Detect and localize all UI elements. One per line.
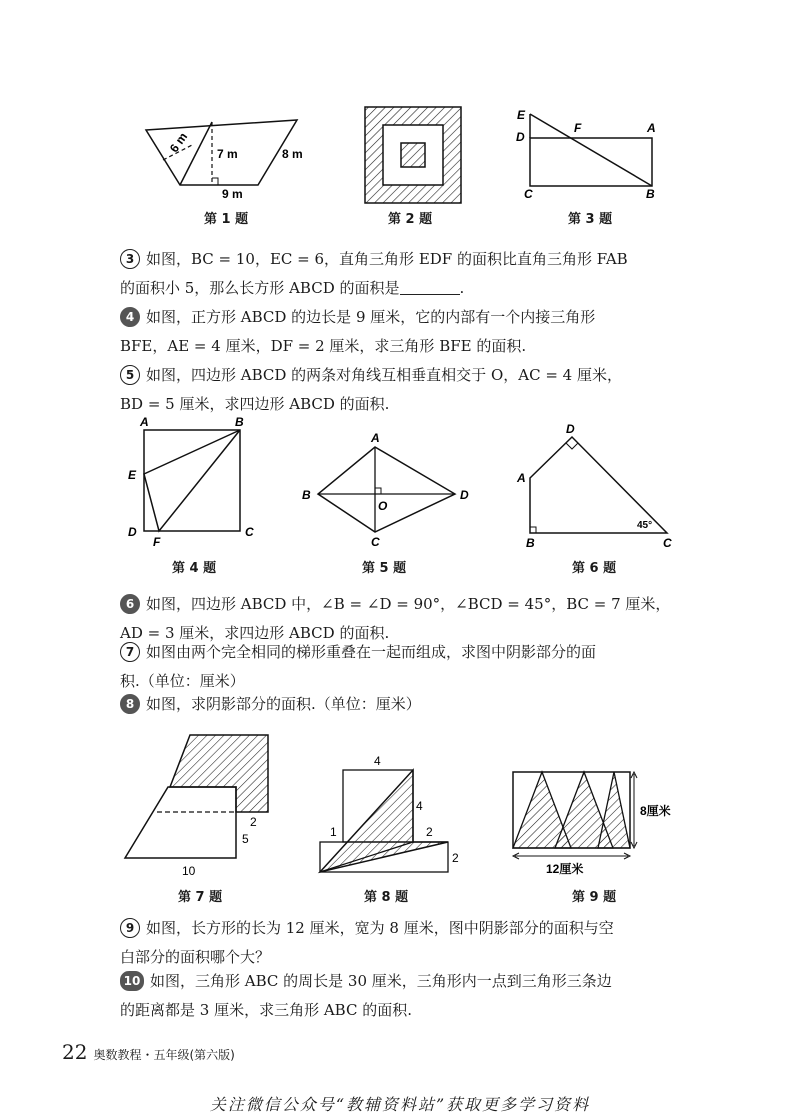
- caption-fig5: 第 5 题: [362, 561, 407, 576]
- problem-7: 7 如图由两个完全相同的梯形重叠在一起而组成，求图中阴影部分的面 积.（单位：厘米）: [120, 643, 597, 690]
- problem-4: 4 如图，正方形 ABCD 的边长是 9 厘米，它的内部有一个内接三角形 BFE，AE = 4 厘米，DF = 2 厘米，求三角形 BFE 的面积.: [120, 308, 596, 355]
- figure-8: [320, 754, 459, 872]
- problem-number: 4: [120, 307, 140, 327]
- svg-text:C: C: [371, 535, 380, 549]
- svg-text:12厘米: 12厘米: [546, 862, 584, 876]
- page-number: 22: [62, 1040, 88, 1064]
- svg-text:D: D: [566, 422, 575, 436]
- svg-text:10: 10: [182, 864, 196, 878]
- svg-text:A: A: [140, 415, 149, 429]
- svg-text:D: D: [128, 525, 137, 539]
- problem-10: 10 如图，三角形 ABC 的周长是 30 厘米，三角形内一点到三角形三条边 的距离都是 3 厘米，求三角形 ABC 的面积.: [120, 972, 612, 1019]
- label-8m: 8 m: [282, 147, 303, 161]
- svg-text:A: A: [371, 431, 380, 445]
- problem-5: 5 如图，四边形 ABCD 的两条对角线互相垂直相交于 O，AC = 4 厘米， BD = 5 厘米，求四边形 ABCD 的面积.: [120, 366, 622, 413]
- problem-3: 3 如图，BC = 10，EC = 6，直角三角形 EDF 的面积比直角三角形 FAB 的面积小 5，那么长方形 ABCD 的面积是 .: [120, 250, 628, 297]
- svg-text:F: F: [153, 535, 161, 549]
- svg-text:A: A: [517, 471, 526, 485]
- label-F: F: [574, 121, 582, 135]
- caption-fig1: 第 1 题: [204, 212, 249, 227]
- problem-number: 6: [120, 594, 140, 614]
- problem-number: 7: [120, 642, 140, 662]
- svg-text:4: 4: [374, 754, 381, 768]
- label-E: E: [517, 108, 526, 122]
- caption-fig6: 第 6 题: [572, 561, 617, 576]
- label-6m: 6 m: [166, 129, 191, 155]
- problem-number: 5: [120, 365, 140, 385]
- problem-6: 6 如图，四边形 ABCD 中，∠B = ∠D = 90°，∠BCD = 45°，BC = 7 厘米， AD = 3 厘米，求四边形 ABCD 的面积.: [120, 595, 671, 642]
- svg-text:E: E: [128, 468, 137, 482]
- label-A: A: [647, 121, 656, 135]
- svg-text:B: B: [235, 415, 244, 429]
- problem-number: 3: [120, 249, 140, 269]
- figure-7: [125, 735, 268, 878]
- figure-9: [513, 772, 671, 876]
- svg-text:8厘米: 8厘米: [640, 804, 671, 818]
- svg-text:5: 5: [242, 832, 249, 846]
- caption-fig9: 第 9 题: [572, 890, 617, 905]
- label-B: B: [646, 187, 655, 201]
- problem-number: 8: [120, 694, 140, 714]
- svg-text:B: B: [302, 488, 311, 502]
- problem-number: 9: [120, 918, 140, 938]
- svg-text:2: 2: [250, 815, 257, 829]
- svg-text:O: O: [378, 499, 388, 513]
- svg-text:B: B: [526, 536, 535, 550]
- problem-9: 9 如图，长方形的长为 12 厘米，宽为 8 厘米，图中阴影部分的面积与空 白部分的面积哪个大？: [120, 919, 614, 966]
- svg-text:2: 2: [452, 851, 459, 865]
- label-7m: 7 m: [217, 147, 238, 161]
- caption-fig8: 第 8 题: [364, 890, 409, 905]
- svg-text:45°: 45°: [637, 520, 653, 531]
- svg-text:C: C: [663, 536, 672, 550]
- caption-fig7: 第 7 题: [178, 890, 223, 905]
- caption-fig4: 第 4 题: [172, 561, 217, 576]
- label-9m: 9 m: [222, 187, 243, 201]
- caption-fig2: 第 2 题: [388, 212, 433, 227]
- svg-text:1: 1: [330, 825, 337, 839]
- caption-fig3: 第 3 题: [568, 212, 613, 227]
- label-D: D: [516, 130, 525, 144]
- svg-text:4: 4: [416, 799, 423, 813]
- page-footer: [62, 1040, 235, 1064]
- problem-number: 10: [120, 971, 144, 991]
- svg-text:D: D: [460, 488, 469, 502]
- svg-text:2: 2: [426, 825, 433, 839]
- book-title: 奥数教程・五年级(第六版): [93, 1048, 235, 1062]
- problem-8: 8 如图，求阴影部分的面积.（单位：厘米）: [120, 690, 740, 719]
- watermark: 关注微信公众号“教辅资料站”获取更多学习资料: [209, 1095, 591, 1114]
- label-C: C: [524, 187, 533, 201]
- svg-text:C: C: [245, 525, 254, 539]
